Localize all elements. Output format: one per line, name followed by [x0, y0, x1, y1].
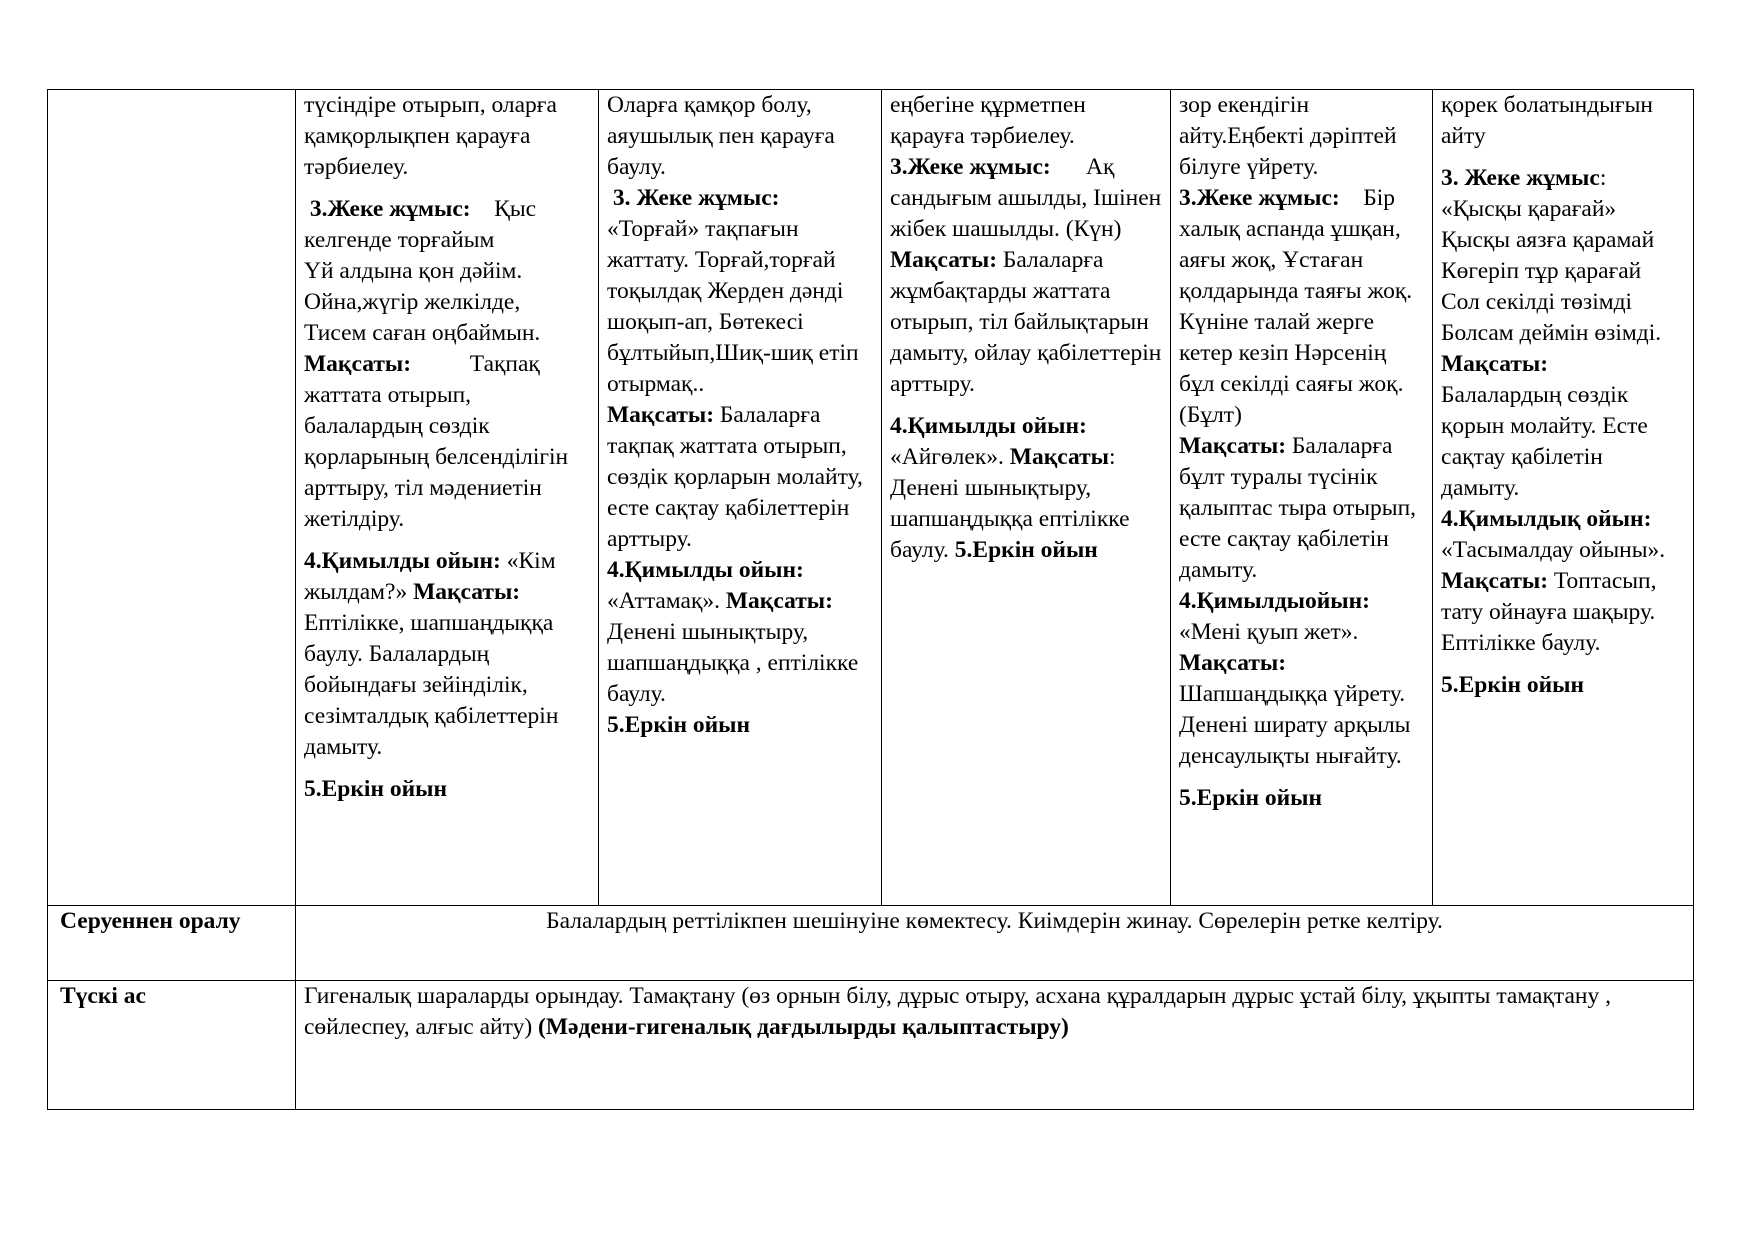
day-column-3 — [882, 90, 1171, 906]
day-column-4 — [1171, 90, 1433, 906]
day-column-1 — [296, 90, 599, 906]
intro-text: еңбегіне құрметпен қарауға тәрбиелеу. — [890, 92, 1086, 149]
individual-work: 3.Жеке жұмыс: Бір халық аспанда ұшқан, аяғы жоқ, Ұстаған қолдарында таяғы жоқ. Күніне талай жерге кетер кезіп Нәрсенің бұл секілді саяғы жоқ. (Бұлт) Мақсаты: Балаларға бұлт туралы түсінік қалыптас тыра отырып, есте сақтау қабілетін дамыту. 4.Қимылдыойын: «Мені қуып жет». Мақсаты: Шапшаңдыққа үйрету. Денені ширату арқылы денсаулықты нығайту. — [1179, 185, 1417, 769]
free-play: 5.Еркін ойын — [1179, 785, 1323, 811]
lunch-row — [48, 981, 1694, 1110]
return-from-walk-row — [48, 906, 1694, 981]
intro-text: қорек болатындығын айту — [1441, 92, 1653, 149]
individual-work: 3. Жеке жұмыс: «Қысқы қарағай» Қысқы аязға қарамай Көгеріп тұр қарағай Сол секілді төзімді Болсам деймін өзімді. Мақсаты: Балалардың сөздік қорын молайту. Есте сақтау қабілетін дамыту. 4.Қимылдық ойын: «Тасымалдау ойыны». Мақсаты: Топтасып, тату ойнауға шақыру. Ептілікке баулу. — [1441, 165, 1666, 656]
activities-row — [48, 90, 1694, 906]
lunch-text: Гигеналық шараларды орындау. Тамақтану (өз орнын білу, дұрыс отыру, асхана құралдарын дұрыс ұстай білу, ұқыпты тамақтану , сөйлеспеу, алғыс айту) (Мәдени-гигеналық дағдылырды қалыптастыру) — [296, 981, 1694, 1110]
intro-text: зор екендігін айту.Еңбекті дәріптей білуге үйрету. — [1179, 92, 1397, 180]
row-label-empty — [48, 90, 296, 906]
plan-table — [47, 89, 1694, 1110]
individual-work: 3. Жеке жұмыс: «Торғай» тақпағын жаттату. Торғай,торғай тоқылдақ Жерден дәнді шоқып-ап, Бөтекесі бұлтыйып,Шиқ-шиқ етіп отырмақ.. Мақсаты: Балаларға тақпақ жаттата отырып, сөздік қорларын молайту, есте сақтау қабілеттерін арттыру. 4.Қимылды ойын: «Аттамақ». Мақсаты: Денені шынықтыру, шапшаңдыққа , ептілікке баулу. 5.Еркін ойын — [607, 185, 863, 738]
return-text: Балалардың реттілікпен шешінуіне көмектесу. Киімдерін жинау. Сөрелерін ретке келтіру. — [296, 906, 1694, 981]
individual-work: 3.Жеке жұмыс: Ақ сандығым ашылды, Ішінен жібек шашылды. (Күн) Мақсаты: Балаларға жұмбақтарды жаттата отырып, тіл байлықтарын дамыту, ойлау қабілеттерін арттыру. — [890, 154, 1162, 397]
movement-game: 4.Қимылды ойын: «Кім жылдам?» Мақсаты: Ептілікке, шапшаңдыққа баулу. Балалардың бойындағы зейінділік, сезімталдық қабілеттерін дамыту. — [304, 548, 559, 760]
intro-text: түсіндіре отырып, оларға қамқорлықпен қарауға тәрбиелеу. — [304, 92, 557, 180]
day-column-2 — [599, 90, 882, 906]
row-label-return: Серуеннен оралу — [48, 906, 296, 981]
free-play: 5.Еркін ойын — [304, 776, 448, 802]
movement-game: 4.Қимылды ойын: «Айгөлек». Мақсаты: Денені шынықтыру, шапшаңдыққа ептілікке баулу. 5.Еркін ойын — [890, 413, 1130, 563]
intro-text: Оларға қамқор болу, аяушылық пен қарауға баулу. — [607, 92, 835, 180]
free-play: 5.Еркін ойын — [1441, 672, 1585, 698]
individual-work: 3.Жеке жұмыс: Қыс келгенде торғайым Үй алдына қон дәйім. Ойна,жүгір желкілде, Тисем саған оңбаймын. Мақсаты: Тақпақ жаттата отырып, балалардың сөздік қорларының белсенділігін арттыру, тіл мәдениетін жетілдіру. — [304, 196, 569, 532]
day-column-5 — [1433, 90, 1694, 906]
row-label-lunch: Түскі ас — [48, 981, 296, 1110]
